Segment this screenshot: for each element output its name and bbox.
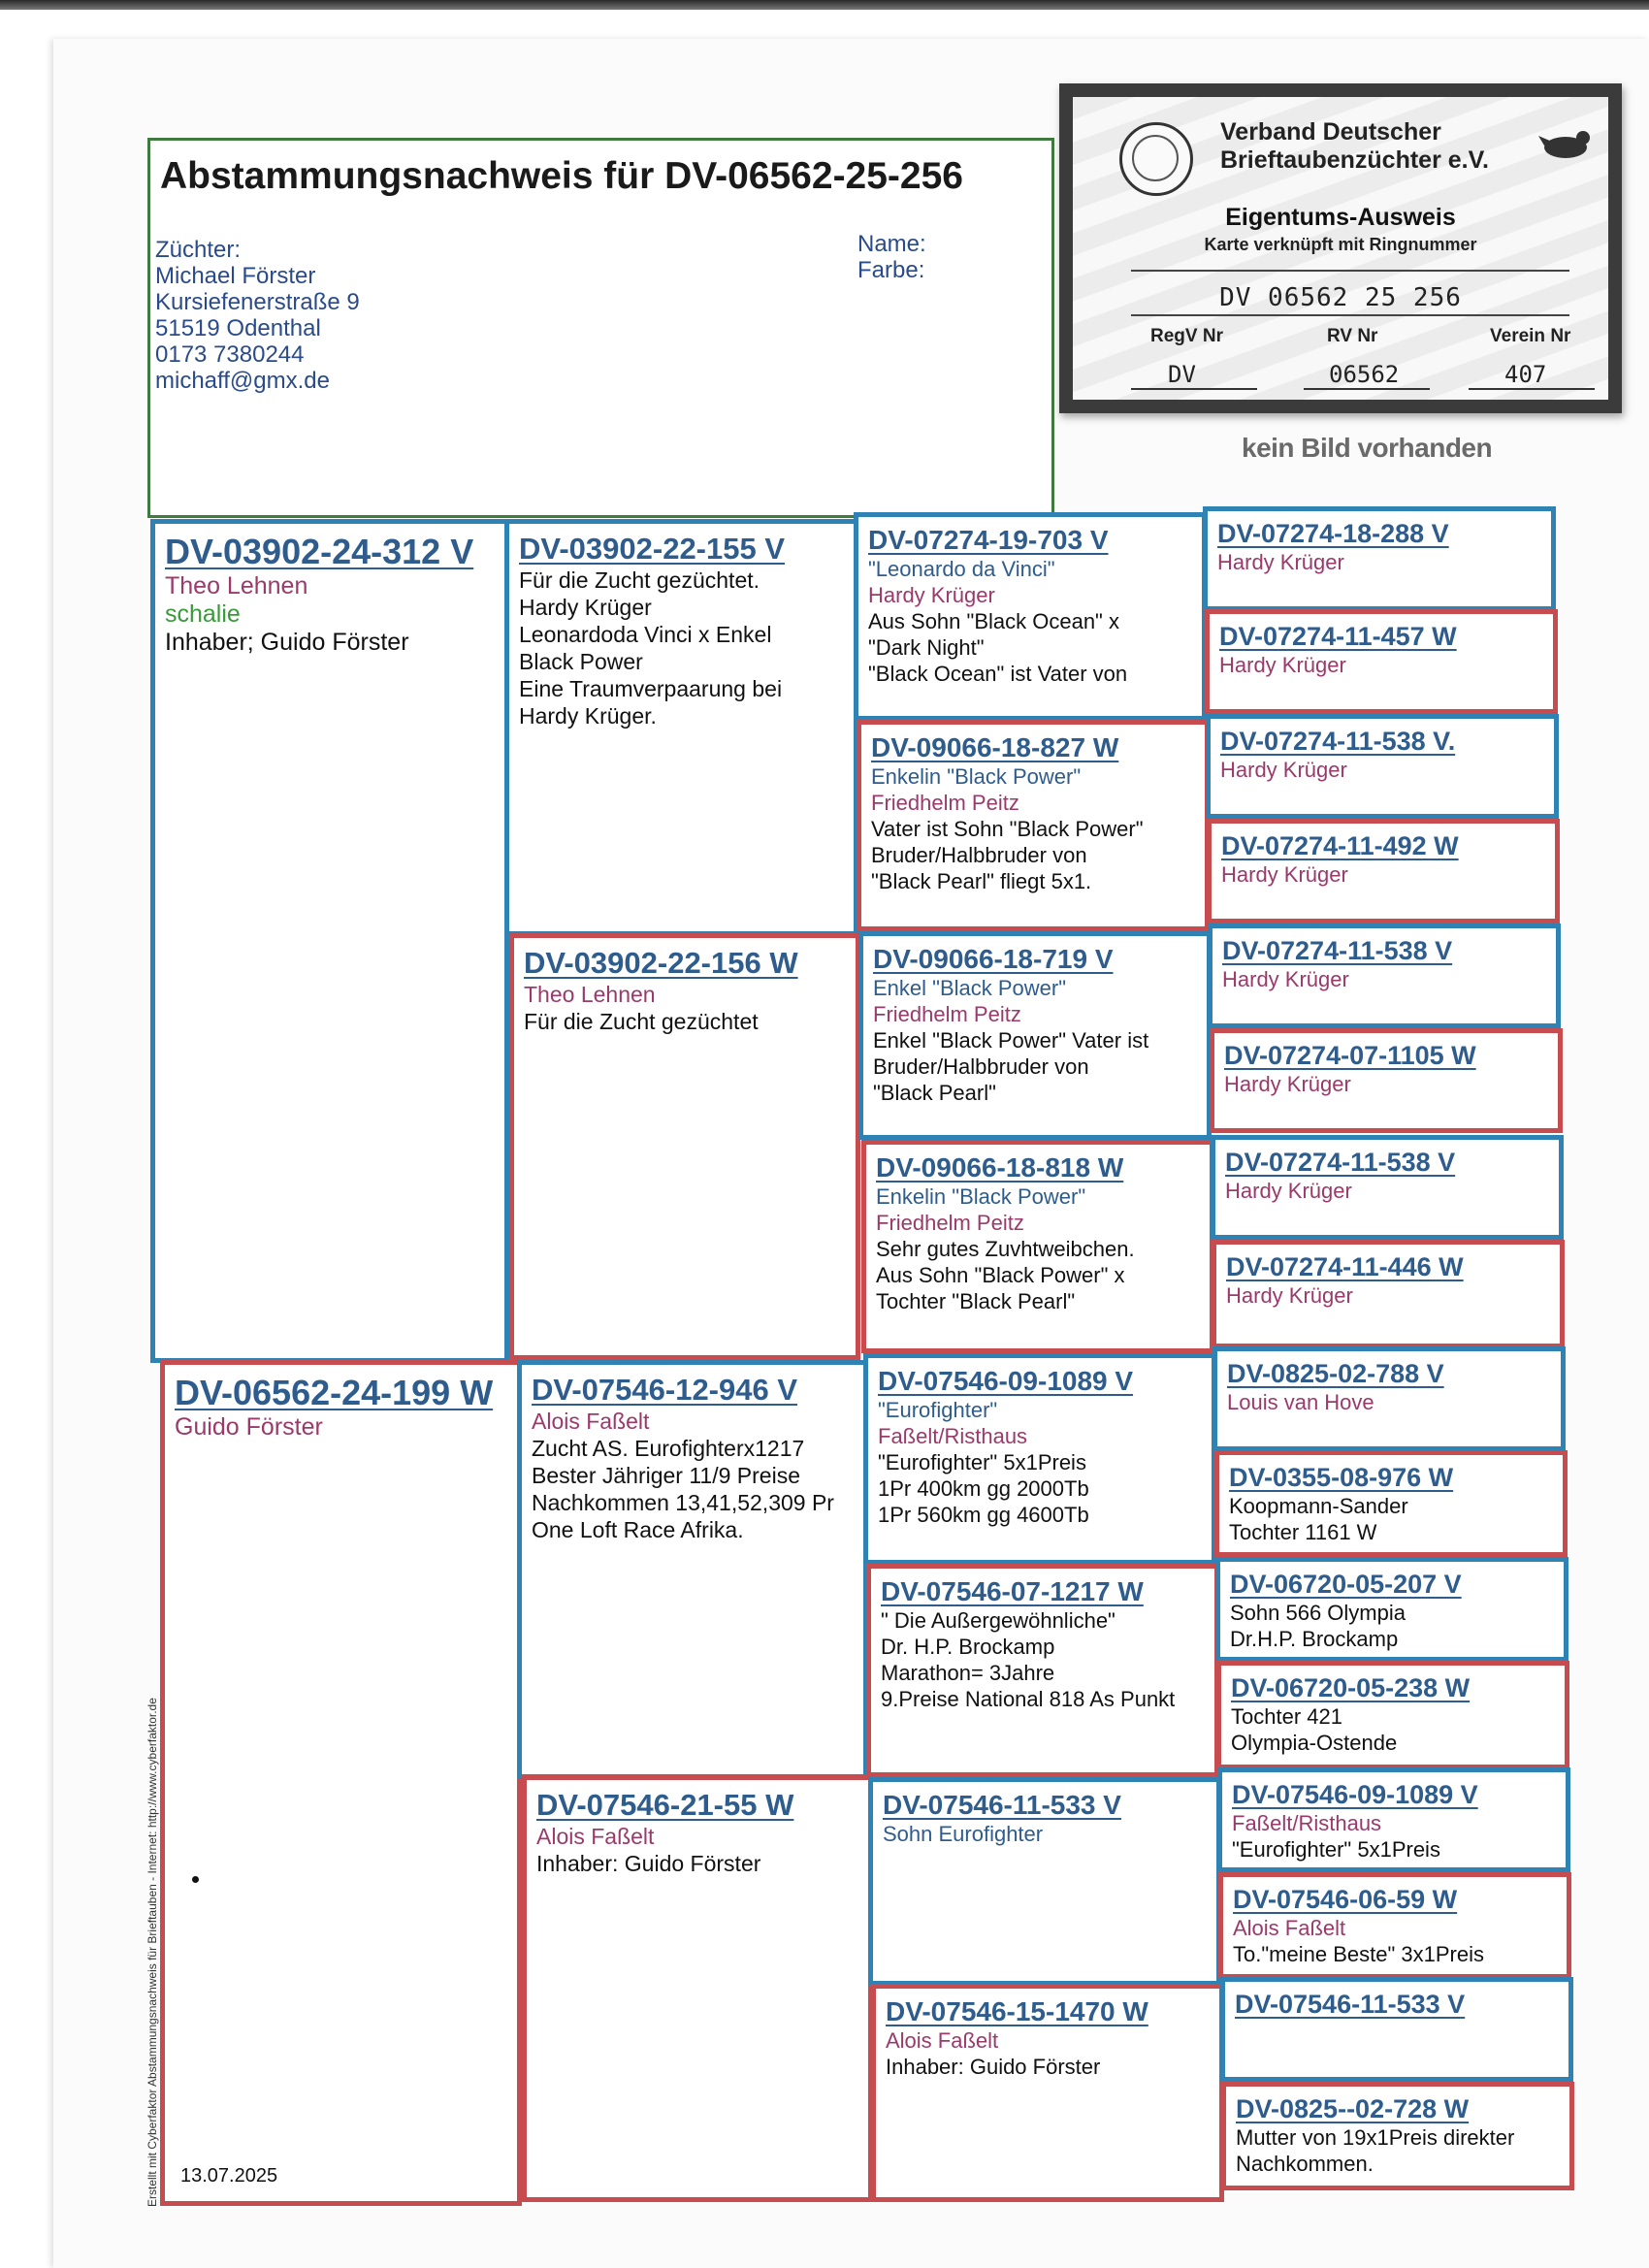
note-line: Dr.H.P. Brockamp xyxy=(1230,1627,1399,1651)
pigeon-icon xyxy=(1538,124,1593,163)
no-image-text: kein Bild vorhanden xyxy=(1242,433,1493,463)
print-date: 13.07.2025 xyxy=(180,2165,278,2187)
note-line: Koopmann-Sander xyxy=(1229,1494,1408,1518)
breeder: Hardy Krüger xyxy=(1224,1072,1351,1096)
ring-number: DV-0825--02-728 W xyxy=(1236,2094,1470,2123)
association-line-1: Verband Deutscher xyxy=(1220,118,1441,146)
pedigree-g3-8 xyxy=(871,1984,1224,2202)
pedigree-sire-dam xyxy=(509,933,860,1360)
note-line: Für die Zucht gezüchtet. xyxy=(519,567,760,593)
pedigree-g4-15 xyxy=(1220,1977,1573,2082)
pedigree-g4-1 xyxy=(1203,506,1556,611)
breeder-label: Züchter: xyxy=(155,237,242,263)
card-divider xyxy=(1131,270,1569,272)
generator-credit: Erstellt mit Cyberfaktor Abstammungsnachweis für Brieftauben - Internet: http://www.cyberfaktor.de xyxy=(146,1698,159,2207)
note-line: Bruder/Halbbruder von xyxy=(871,843,1087,867)
pedigree-g3-2 xyxy=(857,720,1210,931)
rv-label: RV Nr xyxy=(1327,326,1378,346)
note-line: "Black Pearl" fliegt 5x1. xyxy=(871,869,1092,893)
ring-number: DV-03902-24-312 V xyxy=(165,532,474,571)
rv-underline xyxy=(1304,388,1430,390)
ring-number: DV-07546-09-1089 V xyxy=(1232,1780,1478,1809)
rv-value: 06562 xyxy=(1329,361,1400,388)
pedigree-dam-dam xyxy=(522,1775,873,2202)
pedigree-g3-1 xyxy=(854,512,1207,721)
note-line: Enkel "Black Power" Vater ist xyxy=(873,1028,1149,1053)
ownership-card-inner xyxy=(1073,97,1608,400)
note-line: "Eurofighter" 5x1Preis xyxy=(878,1450,1086,1474)
ring-number: DV-07546-12-946 V xyxy=(532,1373,798,1407)
pedigree-g3-6 xyxy=(866,1564,1219,1777)
breeder: Friedhelm Peitz xyxy=(871,791,1019,815)
pedigree-g4-14 xyxy=(1218,1872,1571,1979)
note-line: Nachkommen. xyxy=(1236,2152,1374,2176)
breeder: Faßelt/Risthaus xyxy=(1232,1811,1382,1835)
note-line: Nachkommen 13,41,52,309 Pr xyxy=(532,1490,834,1515)
ring-number: DV-07546-06-59 W xyxy=(1233,1885,1458,1914)
breeder: Hardy Krüger xyxy=(1225,1179,1352,1203)
breeder: Hardy Krüger xyxy=(868,583,995,607)
ring-number: DV-07546-07-1217 W xyxy=(881,1576,1144,1606)
color: schalie xyxy=(165,600,241,628)
pedigree-sire xyxy=(150,519,509,1363)
pedigree-sire-sire xyxy=(504,519,858,936)
note-line: Aus Sohn "Black Ocean" x xyxy=(868,609,1119,633)
breeder-info xyxy=(155,237,360,394)
ring-number: DV-06562-24-199 W xyxy=(175,1373,494,1412)
pedigree-g4-11 xyxy=(1215,1557,1568,1662)
pedigree-g4-2 xyxy=(1205,609,1558,714)
breeder-phone: 0173 7380244 xyxy=(155,341,305,368)
note-line: Sehr gutes Zuvhtweibchen. xyxy=(876,1237,1135,1261)
pedigree-g4-3 xyxy=(1206,714,1559,819)
ring-number: DV-07274-07-1105 W xyxy=(1224,1041,1476,1070)
breeder: Guido Förster xyxy=(175,1413,323,1441)
regv-underline xyxy=(1131,388,1257,390)
note-line: 9.Preise National 818 As Punkt xyxy=(881,1687,1176,1711)
ring-number: DV-07274-11-446 W xyxy=(1226,1252,1464,1281)
name-color-fields xyxy=(857,231,926,283)
ring-number: DV-07546-09-1089 V xyxy=(878,1366,1134,1396)
breeder: Alois Faßelt xyxy=(536,1824,655,1849)
breeder-name: Michael Förster xyxy=(155,263,316,289)
note-line: Tochter 1161 W xyxy=(1229,1520,1377,1544)
note-line: Inhaber: Guido Förster xyxy=(536,1851,761,1876)
nickname: Enkel "Black Power" xyxy=(873,976,1067,1000)
regv-value: DV xyxy=(1168,361,1196,388)
note-line: One Loft Race Afrika. xyxy=(532,1517,744,1542)
pedigree-g4-16 xyxy=(1221,2082,1574,2190)
breeder: Alois Faßelt xyxy=(1233,1916,1346,1940)
note-line: 1Pr 560km gg 4600Tb xyxy=(878,1503,1089,1527)
ring-number: DV-07274-18-288 V xyxy=(1217,519,1449,548)
pedigree-g3-5 xyxy=(863,1353,1216,1565)
pedigree-g4-4 xyxy=(1207,819,1560,923)
breeder: Hardy Krüger xyxy=(1219,653,1346,677)
breeder: Theo Lehnen xyxy=(524,982,656,1007)
name-label: Name: xyxy=(857,231,926,257)
scan-top-edge xyxy=(0,0,1649,10)
card-title: Eigentums-Ausweis xyxy=(1225,204,1456,231)
pedigree-dam-sire xyxy=(517,1360,868,1779)
note-line: Inhaber: Guido Förster xyxy=(886,2055,1101,2079)
card-divider xyxy=(1131,314,1569,316)
regv-label: RegV Nr xyxy=(1150,326,1223,346)
association-line-2: Brieftaubenzüchter e.V. xyxy=(1220,146,1489,174)
note-line: Hardy Krüger xyxy=(519,595,652,620)
note-line: "Black Ocean" ist Vater von xyxy=(868,662,1128,686)
nickname: Sohn Eurofighter xyxy=(883,1822,1044,1846)
verein-underline xyxy=(1469,388,1595,390)
nickname: "Eurofighter" xyxy=(878,1398,998,1422)
note-line: 1Pr 400km gg 2000Tb xyxy=(878,1476,1089,1501)
breeder: Alois Faßelt xyxy=(532,1409,650,1434)
breeder-city: 51519 Odenthal xyxy=(155,315,321,341)
note-line: Bruder/Halbbruder von xyxy=(873,1054,1089,1079)
ring-number: DV-03902-22-155 V xyxy=(519,532,786,566)
ring-number: DV-06720-05-207 V xyxy=(1230,1570,1462,1599)
note: Inhaber; Guido Förster xyxy=(165,629,409,656)
note-line: Vater ist Sohn "Black Power" xyxy=(871,817,1144,841)
ring-number: DV-09066-18-719 V xyxy=(873,944,1114,974)
note-line: "Eurofighter" 5x1Preis xyxy=(1232,1837,1440,1862)
note-line: Aus Sohn "Black Power" x xyxy=(876,1263,1125,1287)
ring-number: DV-07274-11-538 V. xyxy=(1220,727,1456,756)
ring-number: DV-09066-18-827 W xyxy=(871,732,1119,762)
note-line: Hardy Krüger. xyxy=(519,703,657,729)
note-line: Eine Traumverpaarung bei xyxy=(519,676,783,701)
ring-number: DV-07274-11-538 V xyxy=(1222,936,1453,965)
note-line: Leonardoda Vinci x Enkel xyxy=(519,622,772,647)
ring-number: DV-07546-21-55 W xyxy=(536,1788,794,1822)
pedigree-g4-13 xyxy=(1217,1767,1570,1872)
ring-number: DV-0355-08-976 W xyxy=(1229,1463,1454,1492)
ring-number: DV-07546-11-533 V xyxy=(883,1790,1121,1820)
breeder: Hardy Krüger xyxy=(1221,862,1348,887)
breeder: Hardy Krüger xyxy=(1222,967,1349,991)
breeder-street: Kursiefenerstraße 9 xyxy=(155,289,360,315)
note-line: Black Power xyxy=(519,649,643,674)
note-line: Tochter 421 xyxy=(1231,1704,1342,1729)
note-line: Bester Jähriger 11/9 Preise xyxy=(532,1463,800,1488)
ink-dot xyxy=(192,1876,199,1883)
note-line: "Dark Night" xyxy=(868,635,985,660)
ring-number: DV-07274-11-492 W xyxy=(1221,831,1459,860)
note-line: Marathon= 3Jahre xyxy=(881,1661,1055,1685)
pedigree-g3-4 xyxy=(861,1140,1214,1353)
ownership-card xyxy=(1059,83,1622,413)
farbe-label: Farbe: xyxy=(857,257,925,283)
nickname: Enkelin "Black Power" xyxy=(876,1184,1086,1209)
ring-number: DV-09066-18-818 W xyxy=(876,1152,1124,1183)
pedigree-g4-5 xyxy=(1208,923,1561,1028)
note-line: Tochter "Black Pearl" xyxy=(876,1289,1076,1313)
note-line: "Black Pearl" xyxy=(873,1081,996,1105)
breeder: Friedhelm Peitz xyxy=(876,1211,1024,1235)
card-ring-number: DV 06562 25 256 xyxy=(1219,283,1462,312)
pedigree-g4-9 xyxy=(1212,1346,1566,1451)
note-line: Für die Zucht gezüchtet xyxy=(524,1009,759,1034)
pedigree-g4-12 xyxy=(1216,1661,1569,1769)
note-line: Zucht AS. Eurofighterx1217 xyxy=(532,1436,805,1461)
ring-number: DV-07274-11-538 V xyxy=(1225,1148,1456,1177)
ring-number: DV-03902-22-156 W xyxy=(524,946,798,980)
note-line: Dr. H.P. Brockamp xyxy=(881,1635,1055,1659)
pedigree-g3-7 xyxy=(868,1777,1221,1986)
pedigree-g4-8 xyxy=(1212,1240,1565,1348)
nickname: Enkelin "Black Power" xyxy=(871,764,1082,789)
pedigree-g4-10 xyxy=(1214,1450,1568,1557)
pedigree-dam xyxy=(160,1360,522,2206)
note-line: To."meine Beste" 3x1Preis xyxy=(1233,1942,1484,1966)
pedigree-g3-3 xyxy=(858,931,1212,1140)
breeder: Hardy Krüger xyxy=(1226,1283,1353,1308)
nickname: "Leonardo da Vinci" xyxy=(868,557,1055,581)
association-emblem-icon xyxy=(1119,122,1193,196)
breeder: Theo Lehnen xyxy=(165,572,308,599)
card-subtitle: Karte verknüpft mit Ringnummer xyxy=(1204,235,1477,254)
breeder: Friedhelm Peitz xyxy=(873,1002,1021,1026)
breeder: Louis van Hove xyxy=(1227,1390,1374,1414)
association-name xyxy=(1220,118,1489,175)
note-line: Mutter von 19x1Preis direkter xyxy=(1236,2125,1515,2150)
note-line: " Die Außergewöhnliche" xyxy=(881,1608,1116,1633)
breeder: Alois Faßelt xyxy=(886,2028,999,2053)
ring-number: DV-0825-02-788 V xyxy=(1227,1359,1444,1388)
note-line: Olympia-Ostende xyxy=(1231,1731,1398,1755)
ring-number: DV-07274-11-457 W xyxy=(1219,622,1457,651)
verein-label: Verein Nr xyxy=(1490,326,1571,346)
ring-number: DV-07546-15-1470 W xyxy=(886,1996,1148,2026)
document-title: Abstammungsnachweis für DV-06562-25-256 xyxy=(160,155,963,197)
ring-number: DV-06720-05-238 W xyxy=(1231,1673,1471,1702)
ring-number: DV-07274-19-703 V xyxy=(868,525,1109,555)
breeder: Faßelt/Risthaus xyxy=(878,1424,1028,1448)
pedigree-g4-6 xyxy=(1210,1028,1563,1133)
ring-number: DV-07546-11-533 V xyxy=(1235,1990,1466,2019)
breeder: Hardy Krüger xyxy=(1217,550,1344,574)
breeder-email: michaff@gmx.de xyxy=(155,368,330,394)
breeder: Hardy Krüger xyxy=(1220,758,1347,782)
pedigree-g4-7 xyxy=(1211,1135,1564,1240)
note-line: Sohn 566 Olympia xyxy=(1230,1601,1406,1625)
verein-value: 407 xyxy=(1504,361,1547,388)
